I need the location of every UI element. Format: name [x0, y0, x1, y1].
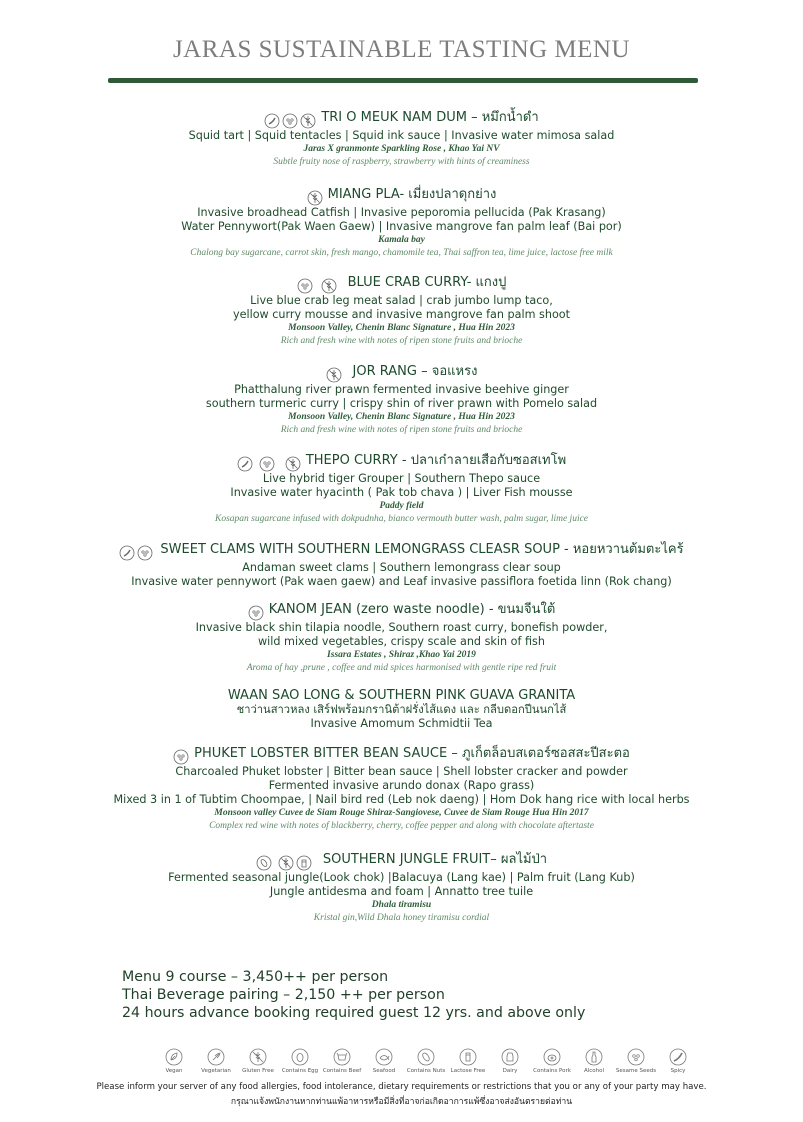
course-description: southern turmeric curry | crispy shin of river prawn with Pomelo salad: [205, 397, 598, 410]
legend-spicy: Spicy: [657, 1048, 699, 1074]
pricing-block: [122, 968, 585, 1022]
sesame-seeds-icon: [248, 605, 264, 621]
course-thai-name: หอยหวานต้มตะไคร้: [568, 542, 684, 557]
sesame-seeds-icon: [627, 1048, 645, 1066]
tasting-note: Kosapan sugarcane infused with dokpudnha, bianco vermouth butter wash, palm sugar, lime juice: [214, 514, 589, 524]
sesame-seeds-icon: [282, 113, 298, 129]
wine-pairing: Kamala bay: [378, 235, 425, 245]
course-description: Invasive black shin tilapia noodle, Southern roast curry, bonefish powder,: [195, 621, 608, 634]
course-title-text: MIANG PLA-: [327, 187, 405, 202]
course-title-text: THEPO CURRY -: [305, 453, 407, 468]
wine-pairing: Paddy field: [379, 501, 424, 511]
course-thai-name: เมี่ยงปลาดุกย่าง: [404, 187, 497, 202]
course-waan-sao-long: [0, 688, 803, 731]
course-thai-name: – ภูเก็ตล็อบสเตอร์ซอสสะปีสะตอ: [447, 746, 630, 761]
course-description: Phatthalung river prawn fermented invasive beehive ginger: [234, 383, 569, 396]
legend-contains-egg: Contains Egg: [279, 1048, 321, 1074]
gluten-free-icon: [278, 855, 294, 871]
course-title-text: WAAN SAO LONG & SOUTHERN PINK GUAVA GRANITA: [227, 688, 576, 703]
course-description: wild mixed vegetables, crispy scale and skin of fish: [258, 635, 545, 648]
course-description: Live blue crab leg meat salad | crab jumbo lump taco,: [250, 294, 553, 307]
course-thai-description: ชาว่านสาวหลง เสิร์ฟพร้อมกรานิต้าฝรั่งไส้แดง และ กลีบดอกปีนนกไส้: [236, 703, 567, 716]
course-description: Andaman sweet clams | Southern lemongrass clear soup: [242, 561, 561, 574]
course-title-text: SOUTHERN JUNGLE FRUIT: [322, 852, 491, 867]
course-thai-name: – หมึกน้ำดำ: [466, 110, 539, 125]
spicy-icon: [669, 1048, 687, 1066]
wine-pairing: Monsoon Valley, Chenin Blanc Signature , Hua Hin 2023: [288, 323, 515, 333]
course-title-text: SWEET CLAMS WITH SOUTHERN LEMONGRASS CLEASR SOUP -: [160, 542, 569, 557]
lactose-free-icon: [459, 1048, 477, 1066]
course-title-text: PHUKET LOBSTER BITTER BEAN SAUCE: [194, 746, 448, 761]
course-thepo-curry: [0, 453, 803, 526]
sesame-seeds-icon: [137, 545, 153, 561]
legend-dairy: Dairy: [489, 1048, 531, 1074]
legend-alcohol: Alcohol: [573, 1048, 615, 1074]
course-description: Invasive broadhead Catfish | Invasive peporomia pellucida (Pak Krasang): [197, 206, 606, 219]
course-thai-name: ขนมจีนใต้: [493, 602, 556, 617]
legend-vegan: Vegan: [153, 1048, 195, 1074]
tasting-note: Chalong bay sugarcane, carrot skin, fresh mango, chamomile tea, Thai saffron tea, lime juice, lactose free milk: [190, 248, 613, 258]
course-title-text: BLUE CRAB CURRY-: [347, 275, 472, 290]
course-description: Fermented seasonal jungle(Look chok) |Balacuya (Lang kae) | Palm fruit (Lang Kub): [168, 871, 635, 884]
gluten-free-icon: [285, 456, 301, 472]
gluten-free-icon: [300, 113, 316, 129]
course-jor-rang: [0, 364, 803, 437]
course-sweet-clams: [0, 542, 803, 589]
course-description: Squid tart | Squid tentacles | Squid ink sauce | Invasive water mimosa salad: [188, 129, 615, 142]
tasting-note: Subtle fruity nose of raspberry, strawberry with hints of creaminess: [273, 157, 530, 167]
spicy-icon: [264, 113, 280, 129]
course-tri-o-meuk-nam-dum: [0, 110, 803, 169]
spicy-icon: [237, 456, 253, 472]
beverage-pairing-price: Thai Beverage pairing – 2,150 ++ per person: [122, 987, 445, 1003]
sesame-seeds-icon: [259, 456, 275, 472]
course-thai-name: – ผลไม้ป่า: [490, 852, 548, 867]
allergy-notice: Please inform your server of any food allergies, food intolerance, dietary requirements or restrictions that you or any of your party may have.: [96, 1082, 707, 1092]
tasting-note: Rich and fresh wine with notes of ripen stone fruits and brioche: [280, 336, 523, 346]
wine-pairing: Monsoon valley Cuvee de Siam Rouge Shiraz-Sangiovese, Cuvee de Siam Rouge Hua Hin 2017: [214, 808, 589, 818]
pork-icon: [543, 1048, 561, 1066]
gluten-free-icon: [321, 278, 337, 294]
course-kanom-jean: [0, 602, 803, 675]
course-thai-name: แกงปู: [471, 275, 507, 290]
legend-contains-pork: Contains Pork: [531, 1048, 573, 1074]
vegan-icon: [165, 1048, 183, 1066]
gluten-free-icon: [307, 190, 323, 206]
legend-vegetarian: Vegetarian: [195, 1048, 237, 1074]
course-description: Invasive water hyacinth ( Pak tob chava ) | Liver Fish mousse: [230, 486, 573, 499]
menu-price: Menu 9 course – 3,450++ per person: [122, 969, 389, 985]
sesame-seeds-icon: [173, 749, 189, 765]
egg-icon: [291, 1048, 309, 1066]
wine-pairing: Jaras X granmonte Sparkling Rose , Khao Yai NV: [303, 144, 500, 154]
tasting-note: Kristal gin,Wild Dhala honey tiramisu cordial: [313, 913, 490, 923]
title-divider: [108, 78, 698, 83]
course-description: Invasive water pennywort (Pak waen gaew) and Leaf invasive passiflora foetida linn (Rok chang): [131, 575, 672, 588]
course-thai-name: ปลาเก๋าลายเสือกับซอสเทโพ: [406, 453, 567, 468]
seafood-icon: [375, 1048, 393, 1066]
course-thai-name: – จอแหรง: [416, 364, 478, 379]
course-blue-crab-curry: [0, 275, 803, 348]
wine-pairing: Dhala tiramisu: [371, 900, 432, 910]
alcohol-icon: [585, 1048, 603, 1066]
course-southern-jungle-fruit: [0, 852, 803, 925]
legend-gluten-free: Gluten Free: [237, 1048, 279, 1074]
course-phuket-lobster: [0, 746, 803, 833]
course-miang-pla: [0, 187, 803, 260]
allergy-notice-thai: กรุณาแจ้งพนักงานหากท่านแพ้อาหารหรือมีสิ่งที่อาจก่อเกิดอาการแพ้ซึ่งอาจส่งอันตรายต่อท่าน: [230, 1097, 573, 1107]
course-title-text: KANOM JEAN (zero waste noodle) -: [268, 602, 494, 617]
menu-title: JARAS SUSTAINABLE TASTING MENU: [172, 36, 631, 63]
course-description: yellow curry mousse and invasive mangrove fan palm shoot: [232, 308, 571, 321]
legend-contains-nuts: Contains Nuts: [405, 1048, 447, 1074]
gluten-free-icon: [326, 367, 342, 383]
legend-contains-beef: Contains Beef: [321, 1048, 363, 1074]
course-description: Water Pennywort(Pak Waen Gaew) | Invasive mangrove fan palm leaf (Bai por): [181, 220, 622, 233]
course-description: Invasive Amomum Schmidtii Tea: [310, 717, 493, 730]
tasting-note: Rich and fresh wine with notes of ripen stone fruits and brioche: [280, 425, 523, 435]
contains-nuts-icon: [256, 855, 272, 871]
wine-pairing: Monsoon Valley, Chenin Blanc Signature , Hua Hin 2023: [288, 412, 515, 422]
course-description: Mixed 3 in 1 of Tubtim Choompae, | Nail bird red (Leb nok daeng) | Hom Dok hang rice with local herbs: [113, 793, 690, 806]
sesame-seeds-icon: [297, 278, 313, 294]
legend-lactose-free: Lactose Free: [447, 1048, 489, 1074]
nuts-icon: [417, 1048, 435, 1066]
course-title-text: JOR RANG: [352, 364, 417, 379]
course-description: Charcoaled Phuket lobster | Bitter bean sauce | Shell lobster cracker and powder: [175, 765, 628, 778]
tasting-note: Aroma of hay ,prune , coffee and mid spices harmonised with gentle ripe red fruit: [246, 663, 557, 673]
booking-policy: 24 hours advance booking required guest 12 yrs. and above only: [122, 1005, 586, 1021]
wine-pairing: Issara Estates , Shiraz ,Khao Yai 2019: [327, 650, 476, 660]
course-description: Fermented invasive arundo donax (Rapo grass): [268, 779, 535, 792]
beef-icon: [333, 1048, 351, 1066]
spicy-icon: [119, 545, 135, 561]
vegetarian-icon: [207, 1048, 225, 1066]
course-description: Jungle antidesma and foam | Annatto tree tuile: [269, 885, 534, 898]
course-title-text: TRI O MEUK NAM DUM: [321, 110, 467, 125]
lactose-free-icon: [296, 855, 312, 871]
legend-sesame-seeds: Sesame Seeds: [615, 1048, 657, 1074]
tasting-note: Complex red wine with notes of blackberry, cherry, coffee pepper and along with chocolate aftertaste: [209, 821, 594, 831]
legend-seafood: Seafood: [363, 1048, 405, 1074]
gluten-free-icon: [249, 1048, 267, 1066]
dairy-icon: [501, 1048, 519, 1066]
course-description: Live hybrid tiger Grouper | Southern Thepo sauce: [262, 472, 541, 485]
dietary-legend: [158, 1048, 698, 1084]
